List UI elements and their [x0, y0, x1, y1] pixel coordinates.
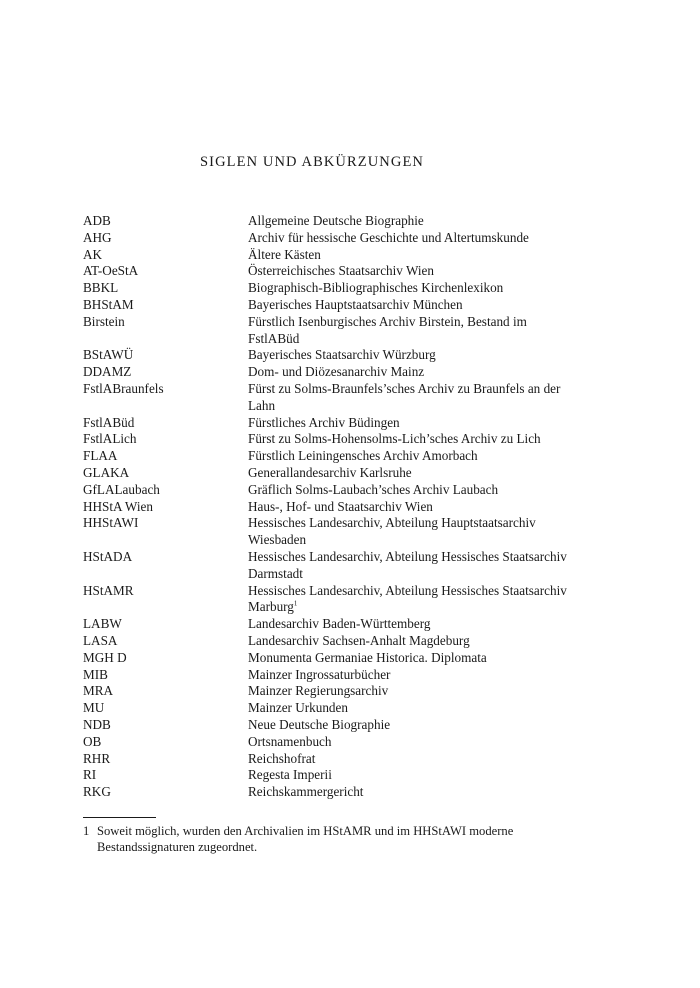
expansion-text: Bayerisches Staatsarchiv Würzburg: [248, 347, 436, 363]
abbreviation-expansion: [248, 549, 573, 583]
abbreviation-row: [83, 633, 573, 650]
abbreviation-expansion: [248, 499, 573, 516]
abbreviation-term: OB: [83, 733, 102, 749]
abbreviation-term: FstlABraunfels: [83, 380, 164, 396]
abbreviation-term: AT-OeStA: [83, 263, 139, 279]
abbreviation-row: [83, 213, 573, 230]
expansion-text: Ältere Kästen: [248, 246, 321, 262]
abbreviation-term: AK: [83, 246, 103, 262]
abbreviation-row: [83, 667, 573, 684]
abbreviation-term: HHStA Wien: [83, 498, 153, 514]
abbreviation-expansion: [248, 465, 573, 482]
abbreviation-term: LASA: [83, 632, 118, 648]
abbreviation-row: [83, 297, 573, 314]
abbreviation-row: [83, 381, 573, 415]
abbreviation-expansion: [248, 633, 573, 650]
abbreviation-row: [83, 700, 573, 717]
expansion-text: Bayerisches Hauptstaatsarchiv München: [248, 296, 463, 312]
page-title: SIGLEN UND ABKÜRZUNGEN: [200, 154, 424, 170]
abbreviation-row: [83, 263, 573, 280]
expansion-text: Gräflich Solms-Laubach’sches Archiv Laubach: [248, 481, 499, 497]
expansion-text: Haus-, Hof- und Staatsarchiv Wien: [248, 498, 433, 514]
abbreviation-expansion: [248, 751, 573, 768]
abbreviation-term: AHG: [83, 229, 112, 245]
expansion-text: Landesarchiv Sachsen-Anhalt Magdeburg: [248, 632, 470, 648]
abbreviation-row: [83, 784, 573, 801]
abbreviation-row: [83, 448, 573, 465]
abbreviation-expansion: [248, 667, 573, 684]
abbreviation-list: [83, 213, 573, 801]
abbreviation-row: [83, 650, 573, 667]
abbreviation-row: [83, 280, 573, 297]
abbreviation-expansion: [248, 683, 573, 700]
expansion-text: Generallandesarchiv Karlsruhe: [248, 464, 412, 480]
abbreviation-row: [83, 415, 573, 432]
abbreviation-term: DDAMZ: [83, 364, 132, 380]
abbreviation-term: BStAWÜ: [83, 347, 134, 363]
expansion-text: Fürstlich Isenburgisches Archiv Birstein, Bestand im FstlABüd: [248, 313, 527, 346]
abbreviation-expansion: [248, 280, 573, 297]
abbreviation-term: HHStAWI: [83, 515, 139, 531]
expansion-text: Reichskammergericht: [248, 784, 364, 800]
expansion-text: Reichshofrat: [248, 750, 316, 766]
abbreviation-term: RKG: [83, 784, 111, 800]
abbreviation-expansion: [248, 364, 573, 381]
expansion-text: Ortsnamenbuch: [248, 733, 332, 749]
abbreviation-term: Birstein: [83, 313, 125, 329]
abbreviation-expansion: [248, 583, 573, 617]
abbreviation-term: MIB: [83, 666, 108, 682]
expansion-text: Dom- und Diözesanarchiv Mainz: [248, 364, 425, 380]
abbreviation-term: FstlALich: [83, 431, 137, 447]
expansion-text: Landesarchiv Baden-Württemberg: [248, 616, 431, 632]
abbreviation-expansion: [248, 734, 573, 751]
abbreviation-row: [83, 499, 573, 516]
abbreviation-term: FLAA: [83, 448, 118, 464]
abbreviation-row: [83, 247, 573, 264]
abbreviation-expansion: [248, 650, 573, 667]
abbreviation-expansion: [248, 515, 573, 549]
abbreviation-expansion: [248, 263, 573, 280]
abbreviation-expansion: [248, 347, 573, 364]
abbreviation-row: [83, 549, 573, 583]
abbreviation-expansion: [248, 482, 573, 499]
expansion-text: Fürst zu Solms-Braunfels’sches Archiv zu Braunfels an der Lahn: [248, 380, 561, 413]
expansion-text: Österreichisches Staatsarchiv Wien: [248, 263, 434, 279]
abbreviation-term: RHR: [83, 750, 111, 766]
expansion-text: Regesta Imperii: [248, 767, 332, 783]
footnote: [83, 823, 583, 855]
abbreviation-expansion: [248, 767, 573, 784]
abbreviation-row: [83, 616, 573, 633]
abbreviation-term: FstlABüd: [83, 414, 135, 430]
abbreviation-expansion: [248, 314, 573, 348]
abbreviation-expansion: [248, 784, 573, 801]
abbreviation-term: GLAKA: [83, 464, 130, 480]
abbreviation-row: [83, 734, 573, 751]
abbreviation-expansion: [248, 297, 573, 314]
abbreviation-term: HStADA: [83, 548, 133, 564]
expansion-text: Hessisches Landesarchiv, Abteilung Hessisches Staatsarchiv Marburg: [248, 582, 567, 615]
abbreviation-row: [83, 583, 573, 617]
footnote-number: 1: [83, 824, 90, 838]
abbreviation-row: [83, 683, 573, 700]
abbreviation-row: [83, 482, 573, 499]
abbreviation-row: [83, 314, 573, 348]
expansion-text: Hessisches Landesarchiv, Abteilung Hessisches Staatsarchiv Darmstadt: [248, 548, 567, 581]
abbreviation-expansion: [248, 213, 573, 230]
abbreviation-term: ADB: [83, 213, 111, 228]
expansion-text: Biographisch-Bibliographisches Kirchenlexikon: [248, 280, 504, 296]
expansion-text: Hessisches Landesarchiv, Abteilung Hauptstaatsarchiv Wiesbaden: [248, 515, 536, 548]
abbreviation-row: [83, 515, 573, 549]
abbreviation-expansion: [248, 616, 573, 633]
footnote-reference: 1: [293, 599, 298, 608]
abbreviation-expansion: [248, 247, 573, 264]
abbreviation-row: [83, 230, 573, 247]
abbreviation-term: NDB: [83, 716, 111, 732]
expansion-text: Mainzer Ingrossaturbücher: [248, 666, 391, 682]
expansion-text: Neue Deutsche Biographie: [248, 716, 391, 732]
abbreviation-expansion: [248, 431, 573, 448]
abbreviation-term: MRA: [83, 683, 114, 699]
abbreviation-term: MU: [83, 700, 105, 716]
footnote-text: Soweit möglich, wurden den Archivalien im HStAMR und im HHStAWI moderne Bestandssignaturen zugeordnet.: [97, 824, 514, 854]
abbreviation-term: HStAMR: [83, 582, 134, 598]
abbreviation-expansion: [248, 700, 573, 717]
expansion-text: Mainzer Urkunden: [248, 700, 348, 716]
abbreviation-row: [83, 347, 573, 364]
abbreviation-term: MGH D: [83, 649, 127, 665]
abbreviation-expansion: [248, 448, 573, 465]
expansion-text: Fürstliches Archiv Büdingen: [248, 414, 400, 430]
expansion-text: Mainzer Regierungsarchiv: [248, 683, 389, 699]
expansion-text: Allgemeine Deutsche Biographie: [248, 213, 424, 228]
abbreviation-expansion: [248, 381, 573, 415]
expansion-text: Archiv für hessische Geschichte und Altertumskunde: [248, 229, 529, 245]
abbreviation-row: [83, 717, 573, 734]
abbreviation-term: GfLALaubach: [83, 481, 160, 497]
abbreviation-row: [83, 767, 573, 784]
abbreviation-expansion: [248, 415, 573, 432]
abbreviation-term: BBKL: [83, 280, 119, 296]
abbreviation-term: RI: [83, 767, 97, 783]
expansion-text: Monumenta Germaniae Historica. Diplomata: [248, 649, 487, 665]
expansion-text: Fürst zu Solms-Hohensolms-Lich’sches Archiv zu Lich: [248, 431, 541, 447]
abbreviation-term: LABW: [83, 616, 122, 632]
abbreviation-expansion: [248, 230, 573, 247]
expansion-text: Fürstlich Leiningensches Archiv Amorbach: [248, 448, 478, 464]
abbreviation-term: BHStAM: [83, 296, 134, 312]
footnote-divider: [83, 817, 156, 818]
abbreviation-row: [83, 431, 573, 448]
abbreviation-row: [83, 465, 573, 482]
abbreviation-expansion: [248, 717, 573, 734]
abbreviation-row: [83, 751, 573, 768]
abbreviation-row: [83, 364, 573, 381]
